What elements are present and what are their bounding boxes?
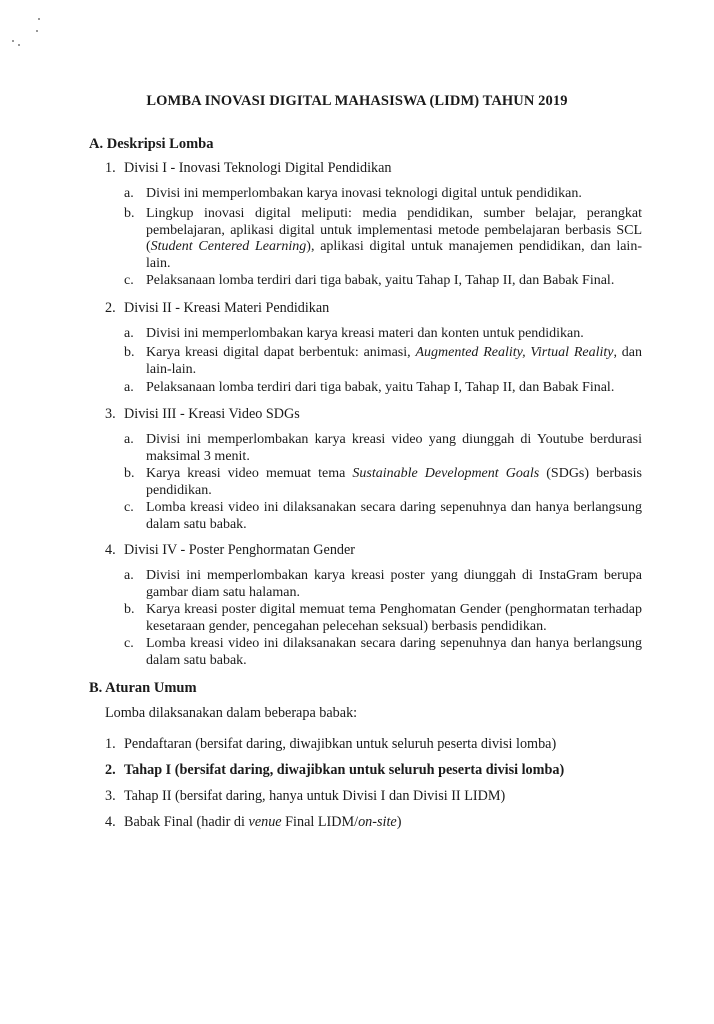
division-title: Divisi IV - Poster Penghormatan Gender bbox=[124, 542, 356, 558]
section-b-intro: Lomba dilaksanakan dalam beberapa babak: bbox=[105, 705, 358, 721]
section-a-heading: A. Deskripsi Lomba bbox=[89, 136, 214, 152]
division-number: 2. bbox=[105, 300, 116, 316]
stage-text-part: Final LIDM/ bbox=[281, 814, 359, 830]
division-number: 3. bbox=[105, 406, 116, 422]
item-text: Pelaksanaan lomba terdiri dari tiga babak, yaitu Tahap I, Tahap II, dan Babak Final. bbox=[146, 273, 615, 288]
item-text: Lomba kreasi video ini dilaksanakan secara daring sepenuhnya dan hanya berlangsung dalam satu babak. bbox=[146, 500, 642, 532]
stage-item bbox=[105, 736, 556, 753]
stage-text bbox=[124, 814, 401, 830]
item-marker: a. bbox=[124, 326, 134, 341]
item-text-italic: Augmented Reality, Virtual Reality bbox=[415, 345, 614, 360]
item-text-part: (SDGs) berbasis pendidikan. bbox=[146, 466, 642, 498]
item-text-part: Karya kreasi digital dapat berbentuk: animasi, bbox=[146, 345, 416, 360]
item-text-part: Lingkup inovasi digital meliputi: media pendidikan, sumber belajar, perangkat pembelajaran, aplikasi digital untuk implementasi metode pembelajaran berbasis SCL ( bbox=[146, 206, 642, 254]
division-title: Divisi I - Inovasi Teknologi Digital Pendidikan bbox=[124, 160, 392, 176]
list-item bbox=[124, 273, 642, 290]
division-1-heading bbox=[105, 160, 392, 177]
division-3-heading bbox=[105, 406, 300, 423]
stage-number: 2. bbox=[105, 762, 116, 778]
item-marker: b. bbox=[124, 345, 135, 360]
item-text-part: Karya kreasi video memuat tema bbox=[146, 466, 353, 481]
list-item bbox=[124, 500, 642, 533]
item-marker: c. bbox=[124, 636, 134, 651]
list-item bbox=[124, 432, 642, 465]
section-b-heading: B. Aturan Umum bbox=[89, 680, 197, 696]
stage-number: 1. bbox=[105, 736, 116, 752]
stage-item bbox=[105, 814, 401, 831]
item-text: Karya kreasi poster digital memuat tema Penghomatan Gender (penghormatan terhadap kesetaraan gender, pencegahan pelecehan seksual) berbasis pendidikan. bbox=[146, 602, 642, 634]
item-text: Lomba kreasi video ini dilaksanakan secara daring sepenuhnya dan hanya berlangsung dalam satu babak. bbox=[146, 636, 642, 668]
item-text-part: ), aplikasi digital untuk manajemen pendidikan, dan lain-lain. bbox=[146, 239, 642, 271]
list-item bbox=[124, 186, 642, 203]
item-marker: b. bbox=[124, 466, 135, 481]
item-marker: a. bbox=[124, 186, 134, 201]
item-text-italic: Student Centered Learning bbox=[150, 239, 307, 254]
item-marker: b. bbox=[124, 602, 135, 617]
item-marker: b. bbox=[124, 206, 135, 221]
division-title: Divisi III - Kreasi Video SDGs bbox=[124, 406, 300, 422]
item-text-italic: Sustainable Development Goals bbox=[352, 466, 540, 481]
stage-text: Tahap II (bersifat daring, hanya untuk Divisi I dan Divisi II LIDM) bbox=[124, 788, 506, 804]
division-4-heading bbox=[105, 542, 355, 559]
list-item bbox=[124, 326, 642, 343]
item-text bbox=[146, 206, 642, 272]
division-2-heading bbox=[105, 300, 329, 317]
list-item bbox=[124, 568, 642, 601]
list-item bbox=[124, 345, 642, 378]
stage-text: Pendaftaran (bersifat daring, diwajibkan untuk seluruh peserta divisi lomba) bbox=[124, 736, 557, 752]
item-text: Divisi ini memperlombakan karya kreasi video yang diunggah di Youtube berdurasi maksimal 3 menit. bbox=[146, 432, 642, 464]
division-title: Divisi II - Kreasi Materi Pendidikan bbox=[124, 300, 330, 316]
item-text: Divisi ini memperlombakan karya inovasi teknologi digital untuk pendidikan. bbox=[146, 186, 582, 201]
item-marker: c. bbox=[124, 273, 134, 288]
item-text: Divisi ini memperlombakan karya kreasi poster yang diunggah di InstaGram berupa gambar diam satu halaman. bbox=[146, 568, 642, 600]
item-text: Pelaksanaan lomba terdiri dari tiga babak, yaitu Tahap I, Tahap II, dan Babak Final. bbox=[146, 380, 615, 395]
list-item bbox=[124, 380, 642, 397]
item-text-part: , dan lain-lain. bbox=[146, 345, 642, 377]
stage-text-part: ) bbox=[396, 814, 402, 830]
stage-text: Tahap I (bersifat daring, diwajibkan untuk seluruh peserta divisi lomba) bbox=[124, 762, 565, 778]
list-item bbox=[124, 206, 642, 272]
list-item bbox=[124, 602, 642, 635]
division-number: 4. bbox=[105, 542, 116, 558]
item-text bbox=[146, 466, 642, 499]
item-text: Divisi ini memperlombakan karya kreasi materi dan konten untuk pendidikan. bbox=[146, 326, 584, 341]
stage-number: 4. bbox=[105, 814, 116, 830]
item-marker: a. bbox=[124, 568, 134, 583]
division-number: 1. bbox=[105, 160, 116, 176]
stage-number: 3. bbox=[105, 788, 116, 804]
stage-text-italic: venue bbox=[248, 814, 282, 830]
item-marker: a. bbox=[124, 432, 134, 447]
stage-item bbox=[105, 788, 505, 805]
list-item bbox=[124, 466, 642, 499]
stage-text-italic: on-site bbox=[358, 814, 397, 830]
item-text bbox=[146, 345, 642, 378]
document-title: LOMBA INOVASI DIGITAL MAHASISWA (LIDM) TAHUN 2019 bbox=[146, 93, 568, 109]
item-marker: a. bbox=[124, 380, 134, 395]
list-item bbox=[124, 636, 642, 669]
stage-item bbox=[105, 762, 564, 779]
item-marker: c. bbox=[124, 500, 134, 515]
stage-text-part: Babak Final (hadir di bbox=[124, 814, 249, 830]
